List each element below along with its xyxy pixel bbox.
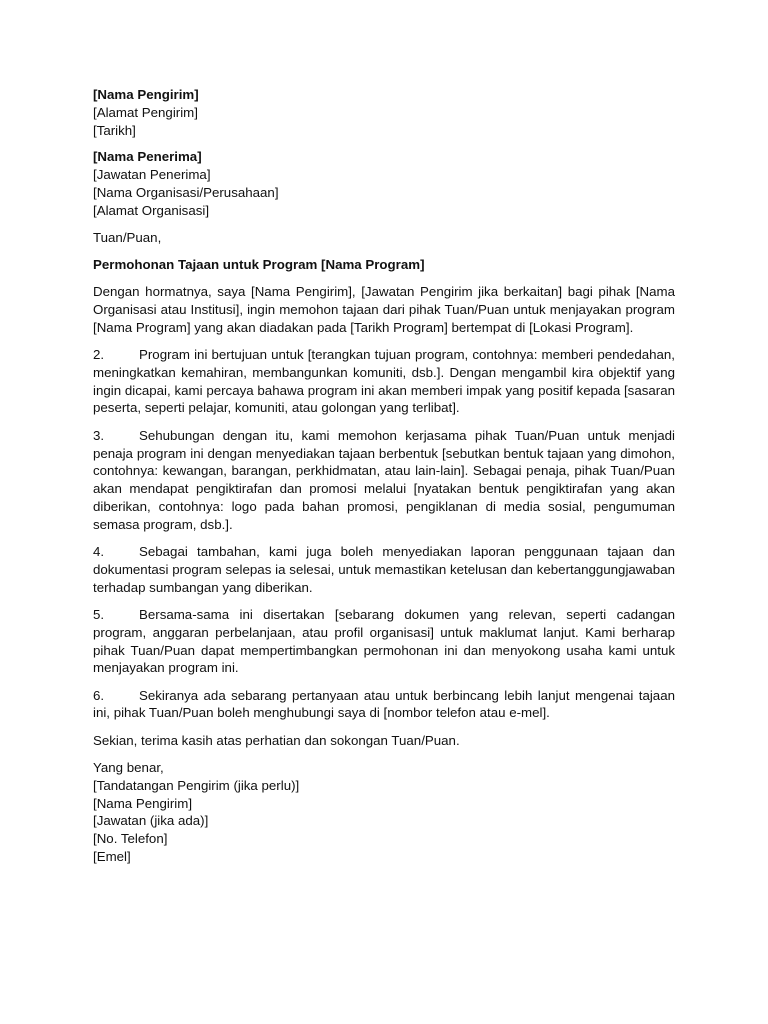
paragraph-text: Sebagai tambahan, kami juga boleh menyediakan laporan penggunaan tajaan dan dokumentasi program selepas ia selesai, untuk memastikan ketelusan dan kebertanggungjawaban terhadap sumbangan yang diberikan.	[93, 544, 675, 595]
recipient-block	[93, 148, 675, 219]
sender-block	[93, 86, 675, 139]
paragraph-5	[93, 606, 675, 677]
paragraph-text: Sekiranya ada sebarang pertanyaan atau untuk berbincang lebih lanjut mengenai tajaan ini, pihak Tuan/Puan boleh menghubungi saya di [nombor telefon atau e-mel].	[93, 687, 675, 721]
paragraph-number: 5.	[93, 606, 105, 622]
paragraph-2	[93, 346, 675, 417]
sender-name: [Nama Pengirim]	[93, 87, 199, 102]
opening-paragraph: Dengan hormatnya, saya [Nama Pengirim], [Jawatan Pengirim jika berkaitan] bagi pihak [Nama Organisasi atau Institusi], ingin memohon tajaan dari pihak Tuan/Puan untuk menjayakan program [Nama Program] yang akan diadakan pada [Tarikh Program] bertempat di [Lokasi Program].	[93, 284, 675, 335]
recipient-position: [Jawatan Penerima]	[93, 167, 211, 183]
signoff-position: [Jawatan (jika ada)]	[93, 813, 209, 829]
signoff-block	[93, 759, 675, 866]
recipient-address: [Alamat Organisasi]	[93, 202, 210, 218]
paragraph-number: 2.	[93, 347, 105, 363]
letter-page	[93, 86, 675, 875]
paragraph-3	[93, 427, 675, 534]
paragraph-4	[93, 543, 675, 596]
signoff-name: [Nama Pengirim]	[93, 795, 193, 811]
paragraph-6	[93, 687, 675, 723]
paragraph-number: 6.	[93, 687, 105, 703]
paragraph-number: 3.	[93, 427, 105, 443]
sender-address: [Alamat Pengirim]	[93, 104, 198, 120]
salutation: Tuan/Puan,	[93, 229, 162, 245]
subject-line: Permohonan Tajaan untuk Program [Nama Program]	[93, 256, 425, 272]
valediction: Yang benar,	[93, 760, 164, 775]
recipient-name: [Nama Penerima]	[93, 149, 202, 165]
recipient-organisation: [Nama Organisasi/Perusahaan]	[93, 184, 279, 200]
signoff-email: [Emel]	[93, 848, 131, 864]
signature-placeholder: [Tandatangan Pengirim (jika perlu)]	[93, 777, 300, 793]
signoff-phone: [No. Telefon]	[93, 831, 168, 847]
letter-date: [Tarikh]	[93, 122, 136, 138]
paragraph-text: Bersama-sama ini disertakan [sebarang dokumen yang relevan, seperti cadangan program, anggaran perbelanjaan, atau profil organisasi] untuk maklumat lanjut. Kami berharap pihak Tuan/Puan dapat mempertimbangkan permohonan ini dan menyokong usaha kami untuk menjayakan program ini.	[93, 606, 675, 676]
closing-remark: Sekian, terima kasih atas perhatian dan sokongan Tuan/Puan.	[93, 732, 460, 748]
paragraph-text: Sehubungan dengan itu, kami memohon kerjasama pihak Tuan/Puan untuk menjadi penaja program ini dengan menyediakan tajaan berbentuk [sebutkan bentuk tajaan yang dimohon, contohnya: kewangan, barangan, perkhidmatan, atau lain-lain]. Sebagai penaja, pihak Tuan/Puan akan mendapat pengiktirafan dan promosi melalui [nyatakan bentuk pengiktirafan yang akan diberikan, contohnya: logo pada bahan promosi, pengiklanan di media sosial, pengumuman semasa program, dsb.].	[93, 427, 675, 532]
paragraph-text: Program ini bertujuan untuk [terangkan tujuan program, contohnya: memberi pendedahan, meningkatkan kemahiran, membangunkan komuniti, dsb.]. Dengan mengambil kira objektif yang ingin dicapai, kami percaya bahawa program ini akan memberi impak yang positif kepada [sasaran peserta, seperti pelajar, komuniti, atau golongan yang terlibat].	[93, 347, 675, 416]
paragraph-number: 4.	[93, 544, 105, 560]
